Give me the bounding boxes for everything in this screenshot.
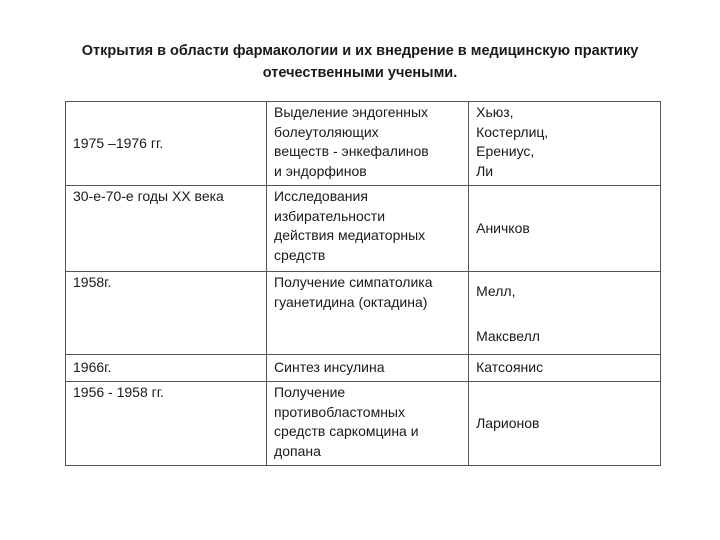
scientists-cell: Аничков [469,186,661,272]
scientists-cell [469,272,661,355]
table-row [66,102,661,186]
discovery-cell: Исследования избирательности действия медиаторных средств [267,186,469,272]
table-row [66,355,661,382]
period-cell: 30-е-70-е годы XX века [66,186,267,272]
table-row [66,382,661,466]
period-cell: 1958г. [66,272,267,355]
table-row [66,186,661,272]
title-line-1: Открытия в области фармакологии и их внедрение в медицинскую практику [81,43,639,59]
discovery-cell: Получение противобластомных средств саркомцина и допана [267,382,469,466]
period-cell: 1956 - 1958 гг. [66,382,267,466]
period-cell: 1966г. [66,355,267,382]
table-row [66,272,661,355]
page-title [40,40,680,84]
period-cell: 1975 –1976 гг. [66,102,267,186]
scientists-cell: Хьюз, Костерлиц, Ерениус, Ли [469,102,661,186]
scientists-cell: Ларионов [469,382,661,466]
discovery-cell: Получение симпатолика гуанетидина (октадина) [267,272,469,355]
scientist-name: Максвелл [476,327,540,344]
scientists-cell: Катсоянис [469,355,661,382]
title-line-2: отечественными учеными. [262,65,458,81]
discoveries-table [65,101,661,466]
discovery-cell: Синтез инсулина [267,355,469,382]
discovery-cell: Выделение эндогенных болеутоляющих веществ - энкефалинов и эндорфинов [267,102,469,186]
scientist-name: Мелл, [476,283,516,299]
